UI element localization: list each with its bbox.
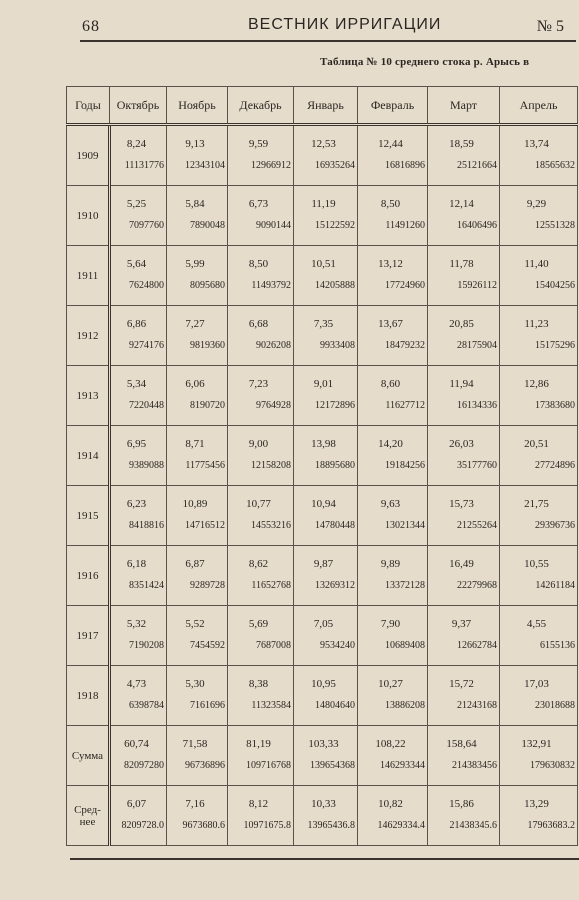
value-cell — [228, 786, 294, 846]
table-row — [67, 246, 578, 306]
runoff-rate: 12,86 — [524, 378, 549, 390]
value-cell — [358, 125, 428, 186]
runoff-volume: 14205888 — [315, 280, 355, 291]
value-cell — [500, 486, 578, 546]
runoff-volume: 17383680 — [535, 400, 575, 411]
year-cell: Сред- нее — [67, 786, 110, 846]
value-cell — [110, 186, 167, 246]
value-cell — [167, 125, 228, 186]
runoff-rate: 15,86 — [449, 798, 474, 810]
value-cell — [358, 246, 428, 306]
runoff-rate: 10,55 — [524, 558, 549, 570]
page-header — [70, 14, 570, 40]
runoff-volume: 17963683.2 — [527, 820, 575, 831]
value-cell — [500, 246, 578, 306]
value-cell — [428, 606, 500, 666]
runoff-rate: 9,01 — [313, 378, 334, 390]
runoff-rate: 10,51 — [311, 258, 336, 270]
value-cell — [358, 426, 428, 486]
runoff-rate: 5,99 — [185, 258, 205, 270]
table-row — [67, 486, 578, 546]
runoff-rate: 6,06 — [185, 378, 205, 390]
runoff-rate: 7,27 — [185, 318, 205, 330]
value-cell — [428, 666, 500, 726]
runoff-rate: 11,78 — [449, 258, 474, 270]
runoff-rate: 20,51 — [524, 438, 549, 450]
runoff-rate: 9,87 — [313, 558, 334, 570]
runoff-rate: 18,59 — [449, 138, 474, 150]
runoff-rate: 7,23 — [248, 378, 269, 390]
runoff-volume: 15926112 — [457, 280, 497, 291]
runoff-rate: 6,86 — [126, 318, 147, 330]
table-row — [67, 306, 578, 366]
runoff-rate: 10,95 — [311, 678, 336, 690]
runoff-rate: 12,14 — [449, 198, 474, 210]
value-cell — [167, 666, 228, 726]
value-cell — [294, 186, 358, 246]
runoff-volume: 11775456 — [185, 460, 225, 471]
runoff-rate: 8,71 — [185, 438, 205, 450]
runoff-rate: 12,53 — [311, 138, 336, 150]
year-cell: 1909 — [67, 125, 110, 186]
value-cell — [358, 606, 428, 666]
runoff-volume: 11627712 — [385, 400, 425, 411]
runoff-volume: 15122592 — [315, 220, 355, 231]
runoff-volume: 11493792 — [251, 280, 291, 291]
value-cell — [428, 546, 500, 606]
runoff-rate: 14,20 — [378, 438, 403, 450]
year-cell: 1911 — [67, 246, 110, 306]
runoff-volume: 179630832 — [530, 760, 575, 771]
runoff-rate: 9,13 — [185, 138, 205, 150]
runoff-rate: 15,72 — [449, 678, 474, 690]
runoff-volume: 8095680 — [190, 280, 225, 291]
table-row — [67, 786, 578, 846]
value-cell — [428, 125, 500, 186]
runoff-rate: 10,33 — [311, 798, 336, 810]
value-cell — [167, 486, 228, 546]
runoff-rate: 60,74 — [124, 738, 149, 750]
year-cell: 1910 — [67, 186, 110, 246]
value-cell — [294, 786, 358, 846]
runoff-rate: 8,50 — [380, 198, 401, 210]
value-cell — [500, 546, 578, 606]
value-cell — [167, 186, 228, 246]
runoff-rate: 8,62 — [248, 558, 269, 570]
runoff-volume: 8190720 — [190, 400, 225, 411]
runoff-rate: 6,95 — [126, 438, 147, 450]
runoff-volume: 12343104 — [185, 160, 225, 171]
table-row — [67, 366, 578, 426]
value-cell — [294, 606, 358, 666]
runoff-rate: 5,34 — [126, 378, 147, 390]
runoff-volume: 7454592 — [190, 640, 225, 651]
value-cell — [294, 306, 358, 366]
value-cell — [110, 546, 167, 606]
value-cell — [294, 366, 358, 426]
value-cell — [228, 366, 294, 426]
runoff-rate: 103,33 — [308, 738, 339, 750]
runoff-volume: 109716768 — [246, 760, 291, 771]
runoff-rate: 6,18 — [126, 558, 147, 570]
value-cell — [428, 726, 500, 786]
runoff-rate: 13,12 — [378, 258, 403, 270]
runoff-volume: 27724896 — [535, 460, 575, 471]
value-cell — [428, 246, 500, 306]
value-cell — [500, 606, 578, 666]
runoff-rate: 4,73 — [126, 678, 147, 690]
runoff-volume: 22279968 — [457, 580, 497, 591]
value-cell — [358, 726, 428, 786]
value-cell — [167, 726, 228, 786]
runoff-volume: 6398784 — [129, 700, 164, 711]
runoff-rate: 7,35 — [313, 318, 334, 330]
runoff-volume: 7624800 — [129, 280, 164, 291]
runoff-rate: 5,32 — [126, 618, 147, 630]
runoff-rate: 5,69 — [248, 618, 269, 630]
year-cell: 1915 — [67, 486, 110, 546]
value-cell — [110, 666, 167, 726]
runoff-volume: 14780448 — [315, 520, 355, 531]
value-cell — [167, 246, 228, 306]
column-header: Октябрь — [110, 87, 167, 125]
runoff-volume: 13886208 — [385, 700, 425, 711]
runoff-volume: 214383456 — [452, 760, 497, 771]
runoff-volume: 18565632 — [535, 160, 575, 171]
value-cell — [167, 546, 228, 606]
runoff-volume: 16406496 — [457, 220, 497, 231]
runoff-rate: 7,05 — [313, 618, 334, 630]
value-cell — [500, 666, 578, 726]
runoff-rate: 8,38 — [248, 678, 269, 690]
runoff-rate: 21,75 — [524, 498, 549, 510]
runoff-rate: 132,91 — [521, 738, 552, 750]
column-header: Март — [428, 87, 500, 125]
runoff-rate: 6,07 — [126, 798, 147, 810]
runoff-rate: 13,67 — [378, 318, 403, 330]
table-row — [67, 606, 578, 666]
value-cell — [428, 426, 500, 486]
runoff-volume: 8209728.0 — [121, 820, 164, 831]
runoff-rate: 26,03 — [449, 438, 474, 450]
runoff-volume: 29396736 — [535, 520, 575, 531]
table-row — [67, 186, 578, 246]
value-cell — [167, 786, 228, 846]
runoff-volume: 9933408 — [320, 340, 355, 351]
runoff-volume: 9534240 — [320, 640, 355, 651]
runoff-rate: 8,24 — [126, 138, 147, 150]
column-header: Январь — [294, 87, 358, 125]
runoff-rate: 6,73 — [248, 198, 269, 210]
runoff-volume: 9026208 — [256, 340, 291, 351]
value-cell — [110, 246, 167, 306]
value-cell — [167, 426, 228, 486]
runoff-rate: 13,98 — [311, 438, 336, 450]
table-row — [67, 666, 578, 726]
runoff-rate: 9,29 — [526, 198, 547, 210]
year-cell: 1917 — [67, 606, 110, 666]
runoff-rate: 6,23 — [126, 498, 147, 510]
year-cell: 1912 — [67, 306, 110, 366]
value-cell — [428, 786, 500, 846]
year-cell: 1913 — [67, 366, 110, 426]
runoff-volume: 21255264 — [457, 520, 497, 531]
value-cell — [294, 486, 358, 546]
runoff-rate: 7,90 — [380, 618, 401, 630]
bottom-rule — [70, 858, 579, 860]
runoff-rate: 5,64 — [126, 258, 147, 270]
runoff-rate: 6,87 — [185, 558, 205, 570]
runoff-volume: 14716512 — [185, 520, 225, 531]
runoff-rate: 10,89 — [182, 498, 208, 510]
runoff-rate: 5,30 — [185, 678, 205, 690]
runoff-rate: 9,59 — [248, 138, 269, 150]
runoff-volume: 139654368 — [310, 760, 355, 771]
runoff-volume: 13965436.8 — [307, 820, 355, 831]
year-cell: Сумма — [67, 726, 110, 786]
value-cell — [110, 366, 167, 426]
runoff-rate: 9,37 — [451, 618, 472, 630]
value-cell — [294, 125, 358, 186]
runoff-rate: 7,16 — [185, 798, 205, 810]
runoff-volume: 11131776 — [124, 160, 164, 171]
value-cell — [228, 666, 294, 726]
runoff-volume: 13269312 — [315, 580, 355, 591]
runoff-volume: 13372128 — [385, 580, 425, 591]
runoff-volume: 9090144 — [256, 220, 291, 231]
runoff-rate: 108,22 — [375, 738, 406, 750]
runoff-rate: 15,73 — [449, 498, 474, 510]
value-cell — [358, 186, 428, 246]
value-cell — [500, 186, 578, 246]
table-row — [67, 125, 578, 186]
runoff-volume: 7097760 — [129, 220, 164, 231]
runoff-rate: 11,40 — [524, 258, 549, 270]
runoff-volume: 16134336 — [457, 400, 497, 411]
runoff-rate: 5,52 — [185, 618, 205, 630]
runoff-volume: 35177760 — [457, 460, 497, 471]
table-body — [67, 125, 578, 846]
year-cell: 1916 — [67, 546, 110, 606]
runoff-volume: 6155136 — [540, 640, 575, 651]
value-cell — [294, 426, 358, 486]
runoff-volume: 12551328 — [535, 220, 575, 231]
runoff-volume: 7161696 — [190, 700, 225, 711]
value-cell — [358, 786, 428, 846]
value-cell — [228, 246, 294, 306]
runoff-volume: 15175296 — [535, 340, 575, 351]
column-header: Декабрь — [228, 87, 294, 125]
runoff-volume: 14629334.4 — [377, 820, 425, 831]
runoff-volume: 18479232 — [385, 340, 425, 351]
value-cell — [500, 125, 578, 186]
runoff-volume: 19184256 — [385, 460, 425, 471]
value-cell — [228, 606, 294, 666]
value-cell — [294, 246, 358, 306]
runoff-rate: 11,23 — [524, 318, 549, 330]
runoff-volume: 9764928 — [256, 400, 291, 411]
runoff-rate: 6,68 — [248, 318, 269, 330]
value-cell — [167, 306, 228, 366]
runoff-volume: 9673680.6 — [182, 820, 225, 831]
value-cell — [110, 726, 167, 786]
value-cell — [228, 486, 294, 546]
runoff-rate: 9,89 — [380, 558, 401, 570]
runoff-rate: 8,60 — [380, 378, 401, 390]
table-row — [67, 726, 578, 786]
runoff-rate: 10,94 — [311, 498, 336, 510]
table-caption: Таблица № 10 среднего стока р. Арысь в — [320, 56, 530, 68]
runoff-volume: 14261184 — [535, 580, 575, 591]
header-row — [67, 87, 578, 125]
runoff-volume: 8418816 — [129, 520, 164, 531]
value-cell — [428, 186, 500, 246]
runoff-rate: 9,63 — [380, 498, 401, 510]
runoff-rate: 8,50 — [248, 258, 269, 270]
runoff-rate: 17,03 — [524, 678, 549, 690]
value-cell — [428, 306, 500, 366]
value-cell — [110, 486, 167, 546]
runoff-volume: 10689408 — [385, 640, 425, 651]
value-cell — [294, 666, 358, 726]
runoff-volume: 9274176 — [129, 340, 164, 351]
runoff-table — [66, 86, 578, 846]
runoff-volume: 17724960 — [385, 280, 425, 291]
runoff-rate: 13,29 — [524, 798, 549, 810]
value-cell — [110, 606, 167, 666]
runoff-rate: 5,25 — [126, 198, 147, 210]
value-cell — [358, 666, 428, 726]
value-cell — [167, 366, 228, 426]
runoff-volume: 12158208 — [251, 460, 291, 471]
value-cell — [228, 546, 294, 606]
runoff-volume: 28175904 — [457, 340, 497, 351]
value-cell — [358, 366, 428, 426]
value-cell — [228, 306, 294, 366]
runoff-volume: 9289728 — [190, 580, 225, 591]
runoff-volume: 11652768 — [251, 580, 291, 591]
runoff-volume: 18895680 — [315, 460, 355, 471]
runoff-volume: 12662784 — [457, 640, 497, 651]
runoff-rate: 16,49 — [449, 558, 474, 570]
value-cell — [500, 426, 578, 486]
value-cell — [294, 546, 358, 606]
value-cell — [294, 726, 358, 786]
page-number: 68 — [82, 18, 100, 35]
runoff-volume: 11323584 — [251, 700, 291, 711]
column-header: Февраль — [358, 87, 428, 125]
runoff-volume: 14804640 — [315, 700, 355, 711]
runoff-rate: 12,44 — [378, 138, 403, 150]
runoff-volume: 13021344 — [385, 520, 425, 531]
runoff-rate: 13,74 — [524, 138, 549, 150]
value-cell — [228, 125, 294, 186]
runoff-rate: 4,55 — [526, 618, 547, 630]
runoff-volume: 9819360 — [190, 340, 225, 351]
runoff-volume: 25121664 — [457, 160, 497, 171]
value-cell — [358, 546, 428, 606]
runoff-volume: 12172896 — [315, 400, 355, 411]
journal-title: ВЕСТНИК ИРРИГАЦИИ — [248, 16, 442, 33]
runoff-rate: 20,85 — [449, 318, 474, 330]
runoff-volume: 15404256 — [535, 280, 575, 291]
runoff-volume: 11491260 — [385, 220, 425, 231]
runoff-volume: 14553216 — [251, 520, 291, 531]
table-row — [67, 426, 578, 486]
value-cell — [110, 306, 167, 366]
runoff-volume: 96736896 — [185, 760, 225, 771]
runoff-volume: 9389088 — [129, 460, 164, 471]
runoff-rate: 9,00 — [248, 438, 269, 450]
runoff-rate: 71,58 — [182, 738, 208, 750]
value-cell — [428, 486, 500, 546]
runoff-volume: 23018688 — [535, 700, 575, 711]
runoff-volume: 21243168 — [457, 700, 497, 711]
runoff-volume: 82097280 — [124, 760, 164, 771]
year-cell: 1918 — [67, 666, 110, 726]
value-cell — [500, 786, 578, 846]
value-cell — [110, 125, 167, 186]
value-cell — [228, 726, 294, 786]
runoff-rate: 158,64 — [446, 738, 477, 750]
column-header: Годы — [67, 87, 110, 125]
value-cell — [500, 306, 578, 366]
column-header: Апрель — [500, 87, 578, 125]
value-cell — [110, 426, 167, 486]
runoff-rate: 11,19 — [311, 198, 336, 210]
runoff-volume: 146293344 — [380, 760, 425, 771]
column-header: Ноябрь — [167, 87, 228, 125]
runoff-rate: 11,94 — [449, 378, 474, 390]
year-cell: 1914 — [67, 426, 110, 486]
runoff-volume: 8351424 — [129, 580, 164, 591]
value-cell — [358, 486, 428, 546]
runoff-volume: 7687008 — [256, 640, 291, 651]
runoff-volume: 7190208 — [129, 640, 164, 651]
runoff-volume: 16935264 — [315, 160, 355, 171]
runoff-rate: 8,12 — [248, 798, 269, 810]
runoff-volume: 16816896 — [385, 160, 425, 171]
runoff-volume: 21438345.6 — [449, 820, 497, 831]
runoff-rate: 5,84 — [185, 198, 205, 210]
value-cell — [228, 186, 294, 246]
runoff-rate: 10,82 — [378, 798, 403, 810]
value-cell — [110, 786, 167, 846]
table-row — [67, 546, 578, 606]
runoff-rate: 10,27 — [378, 678, 403, 690]
runoff-rate: 81,19 — [246, 738, 271, 750]
runoff-volume: 7890048 — [190, 220, 225, 231]
runoff-volume: 7220448 — [129, 400, 164, 411]
value-cell — [428, 366, 500, 426]
runoff-rate: 10,77 — [246, 498, 271, 510]
runoff-volume: 12966912 — [251, 160, 291, 171]
issue-number: № 5 — [536, 18, 564, 35]
header-rule — [80, 40, 576, 42]
value-cell — [167, 606, 228, 666]
value-cell — [500, 726, 578, 786]
value-cell — [228, 426, 294, 486]
runoff-volume: 10971675.8 — [243, 820, 291, 831]
value-cell — [358, 306, 428, 366]
value-cell — [500, 366, 578, 426]
